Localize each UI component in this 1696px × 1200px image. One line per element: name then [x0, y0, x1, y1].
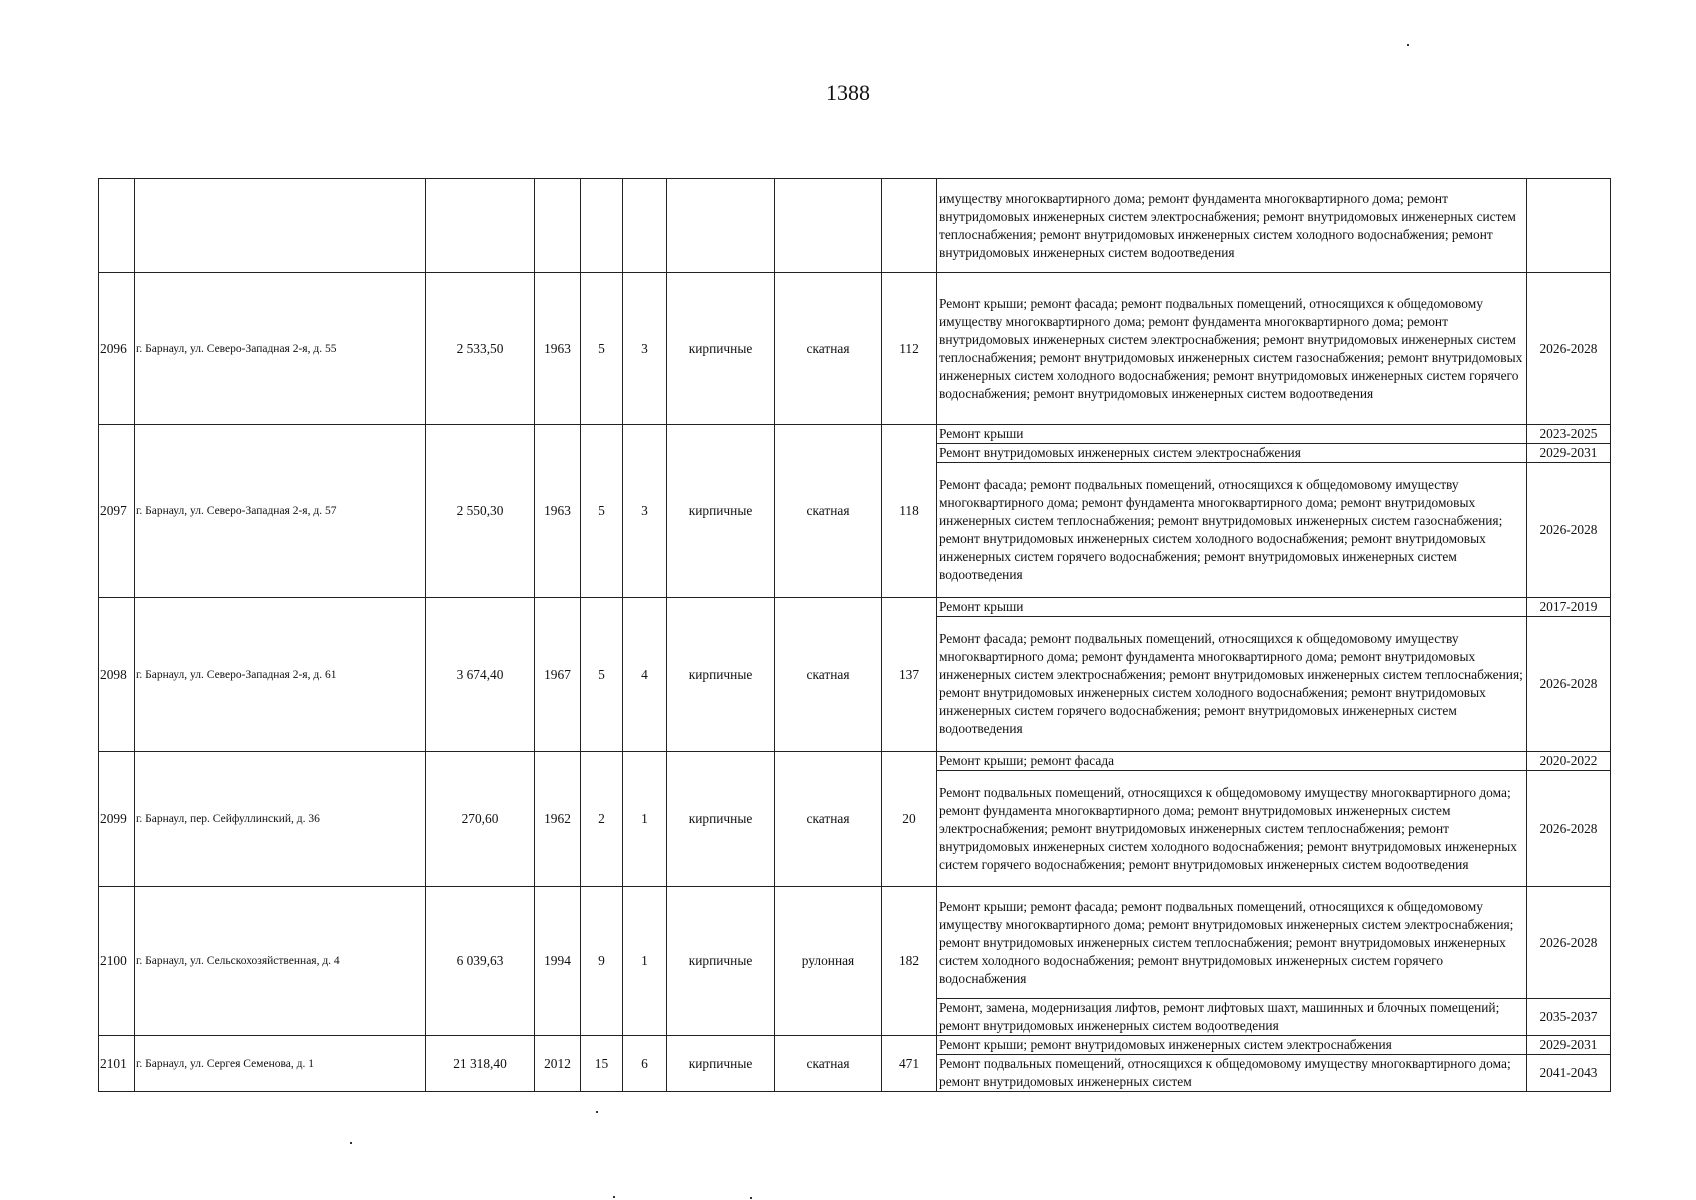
- repair-period: 2026-2028: [1527, 771, 1611, 887]
- repair-program-table: [98, 178, 1611, 1092]
- residents-count: 137: [882, 598, 937, 752]
- wall-material: кирпичные: [667, 752, 775, 887]
- house-area: 2 550,30: [426, 425, 535, 598]
- house-number: 2097: [99, 425, 135, 598]
- wall-material: кирпичные: [667, 887, 775, 1036]
- house-number: 2101: [99, 1036, 135, 1092]
- floors-count: 5: [581, 598, 623, 752]
- house-area: 270,60: [426, 752, 535, 887]
- residents-count: [882, 179, 937, 273]
- repair-period: 2026-2028: [1527, 463, 1611, 598]
- repair-period: 2026-2028: [1527, 887, 1611, 999]
- roof-type: скатная: [775, 425, 882, 598]
- house-address: г. Барнаул, ул. Северо-Западная 2-я, д. 57: [135, 425, 426, 598]
- wall-material: кирпичные: [667, 1036, 775, 1092]
- wall-material: кирпичные: [667, 273, 775, 425]
- repair-period: 2041-2043: [1527, 1055, 1611, 1092]
- build-year: 1994: [535, 887, 581, 1036]
- work-types: имуществу многоквартирного дома; ремонт фундамента многоквартирного дома; ремонт внутридомовых инженерных систем электроснабжения; ремонт внутридомовых инженерных систем теплоснабжения; ремонт внутридомовых инженерных систем холодного водоснабжения; ремонт внутридомовых инженерных систем водоотведения: [937, 179, 1527, 273]
- house-address: г. Барнаул, ул. Северо-Западная 2-я, д. 61: [135, 598, 426, 752]
- repair-period: 2020-2022: [1527, 752, 1611, 771]
- work-types: Ремонт крыши: [937, 425, 1527, 444]
- entrances-count: 6: [623, 1036, 667, 1092]
- wall-material: кирпичные: [667, 598, 775, 752]
- house-address: [135, 179, 426, 273]
- work-types: Ремонт, замена, модернизация лифтов, ремонт лифтовых шахт, машинных и блочных помещений; ремонт внутридомовых инженерных систем водоотведения: [937, 999, 1527, 1036]
- scan-speck: [1407, 44, 1409, 46]
- wall-material: кирпичные: [667, 425, 775, 598]
- work-types: Ремонт фасада; ремонт подвальных помещений, относящихся к общедомовому имуществу многоквартирного дома; ремонт фундамента многоквартирного дома; ремонт внутридомовых инженерных систем электроснабжения; ремонт внутридомовых инженерных систем теплоснабжения; ремонт внутридомовых инженерных систем холодного водоснабжения; ремонт внутридомовых инженерных систем горячего водоснабжения; ремонт внутридомовых инженерных систем водоотведения: [937, 617, 1527, 752]
- scan-speck: [613, 1196, 615, 1198]
- house-address: г. Барнаул, ул. Северо-Западная 2-я, д. 55: [135, 273, 426, 425]
- table-row: [99, 752, 1611, 771]
- house-address: г. Барнаул, ул. Сельскохозяйственная, д. 4: [135, 887, 426, 1036]
- entrances-count: 3: [623, 273, 667, 425]
- repair-period: [1527, 179, 1611, 273]
- roof-type: рулонная: [775, 887, 882, 1036]
- repair-period: 2029-2031: [1527, 1036, 1611, 1055]
- work-types: Ремонт крыши; ремонт фасада; ремонт подвальных помещений, относящихся к общедомовому имуществу многоквартирного дома; ремонт внутридомовых инженерных систем электроснабжения; ремонт внутридомовых инженерных систем теплоснабжения; ремонт внутридомовых инженерных систем холодного водоснабжения; ремонт внутридомовых инженерных систем горячего водоснабжения: [937, 887, 1527, 999]
- house-area: [426, 179, 535, 273]
- floors-count: [581, 179, 623, 273]
- page-number: 1388: [826, 80, 870, 105]
- wall-material: [667, 179, 775, 273]
- roof-type: скатная: [775, 598, 882, 752]
- roof-type: скатная: [775, 1036, 882, 1092]
- work-types: Ремонт крыши; ремонт внутридомовых инженерных систем электроснабжения: [937, 1036, 1527, 1055]
- table-row: [99, 887, 1611, 999]
- house-number: 2099: [99, 752, 135, 887]
- build-year: 1962: [535, 752, 581, 887]
- table-row: [99, 179, 1611, 273]
- residents-count: 471: [882, 1036, 937, 1092]
- work-types: Ремонт фасада; ремонт подвальных помещений, относящихся к общедомовому имуществу многоквартирного дома; ремонт фундамента многоквартирного дома; ремонт внутридомовых инженерных систем теплоснабжения; ремонт внутридомовых инженерных систем газоснабжения; ремонт внутридомовых инженерных систем холодного водоснабжения; ремонт внутридомовых инженерных систем горячего водоснабжения; ремонт внутридомовых инженерных систем водоотведения: [937, 463, 1527, 598]
- repair-period: 2023-2025: [1527, 425, 1611, 444]
- scan-speck: [750, 1197, 752, 1199]
- house-area: 3 674,40: [426, 598, 535, 752]
- table-row: [99, 273, 1611, 425]
- floors-count: 5: [581, 273, 623, 425]
- residents-count: 20: [882, 752, 937, 887]
- house-number: 2100: [99, 887, 135, 1036]
- roof-type: [775, 179, 882, 273]
- work-types: Ремонт подвальных помещений, относящихся к общедомовому имуществу многоквартирного дома; ремонт внутридомовых инженерных систем: [937, 1055, 1527, 1092]
- house-address: г. Барнаул, пер. Сейфуллинский, д. 36: [135, 752, 426, 887]
- work-types: Ремонт подвальных помещений, относящихся к общедомовому имуществу многоквартирного дома; ремонт фундамента многоквартирного дома; ремонт внутридомовых инженерных систем электроснабжения; ремонт внутридомовых инженерных систем теплоснабжения; ремонт внутридомовых инженерных систем холодного водоснабжения; ремонт внутридомовых инженерных систем горячего водоснабжения; ремонт внутридомовых инженерных систем водоотведения: [937, 771, 1527, 887]
- repair-period: 2029-2031: [1527, 444, 1611, 463]
- work-types: Ремонт крыши; ремонт фасада: [937, 752, 1527, 771]
- scan-speck: [596, 1111, 598, 1113]
- house-area: 21 318,40: [426, 1036, 535, 1092]
- table-row: [99, 598, 1611, 617]
- build-year: 1967: [535, 598, 581, 752]
- repair-period: 2026-2028: [1527, 273, 1611, 425]
- roof-type: скатная: [775, 273, 882, 425]
- house-number: 2098: [99, 598, 135, 752]
- repair-period: 2035-2037: [1527, 999, 1611, 1036]
- floors-count: 15: [581, 1036, 623, 1092]
- house-number: [99, 179, 135, 273]
- table-row: [99, 425, 1611, 444]
- repair-period: 2017-2019: [1527, 598, 1611, 617]
- entrances-count: [623, 179, 667, 273]
- floors-count: 5: [581, 425, 623, 598]
- house-number: 2096: [99, 273, 135, 425]
- build-year: 2012: [535, 1036, 581, 1092]
- floors-count: 9: [581, 887, 623, 1036]
- repair-period: 2026-2028: [1527, 617, 1611, 752]
- build-year: 1963: [535, 425, 581, 598]
- table-row: [99, 1036, 1611, 1055]
- build-year: 1963: [535, 273, 581, 425]
- entrances-count: 1: [623, 752, 667, 887]
- residents-count: 182: [882, 887, 937, 1036]
- build-year: [535, 179, 581, 273]
- entrances-count: 1: [623, 887, 667, 1036]
- work-types: Ремонт крыши; ремонт фасада; ремонт подвальных помещений, относящихся к общедомовому имуществу многоквартирного дома; ремонт фундамента многоквартирного дома; ремонт внутридомовых инженерных систем электроснабжения; ремонт внутридомовых инженерных систем теплоснабжения; ремонт внутридомовых инженерных систем газоснабжения; ремонт внутридомовых инженерных систем холодного водоснабжения; ремонт внутридомовых инженерных систем горячего водоснабжения; ремонт внутридомовых инженерных систем водоотведения: [937, 273, 1527, 425]
- entrances-count: 4: [623, 598, 667, 752]
- house-area: 2 533,50: [426, 273, 535, 425]
- scan-speck: [350, 1142, 352, 1144]
- residents-count: 112: [882, 273, 937, 425]
- work-types: Ремонт внутридомовых инженерных систем электроснабжения: [937, 444, 1527, 463]
- roof-type: скатная: [775, 752, 882, 887]
- entrances-count: 3: [623, 425, 667, 598]
- residents-count: 118: [882, 425, 937, 598]
- house-area: 6 039,63: [426, 887, 535, 1036]
- house-address: г. Барнаул, ул. Сергея Семенова, д. 1: [135, 1036, 426, 1092]
- work-types: Ремонт крыши: [937, 598, 1527, 617]
- floors-count: 2: [581, 752, 623, 887]
